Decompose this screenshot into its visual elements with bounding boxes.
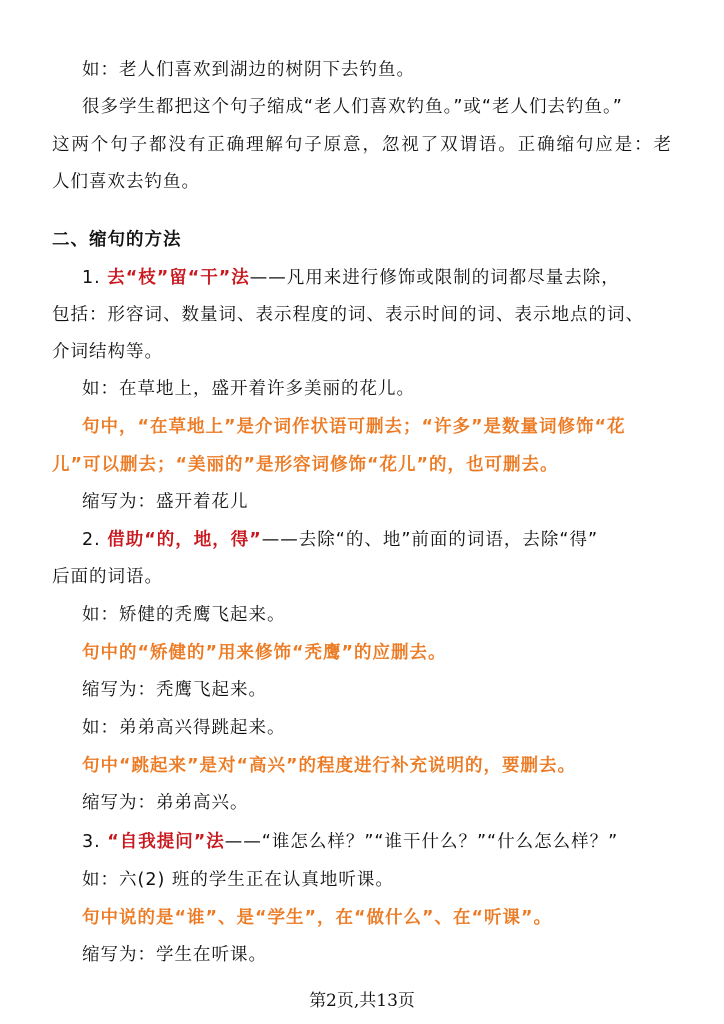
method-description: ——“谁怎么样？”“谁干什么？”“什么怎么样？” [224,832,619,852]
method-2-example [82,603,286,627]
method-2-example [82,716,286,740]
method-2-explanation [82,641,447,665]
explanation-text: 句中的“矫健的”用来修饰“秃鹰”的应删去。 [82,643,447,663]
method-1-explanation [82,415,626,439]
text-line: 后面的词语。 [52,567,163,587]
paragraph-line [52,133,672,157]
method-description: ——凡用来进行修饰或限制的词都尽量去除， [249,268,620,288]
method-1-example [82,377,415,401]
text-line: 如：老人们喜欢到湖边的树阴下去钓鱼。 [82,60,415,80]
method-2-explanation [82,754,576,778]
example-sentence: 如：弟弟高兴得跳起来。 [82,718,286,738]
result-text: 缩写为：秃鹰飞起来。 [82,680,267,700]
text-line: 人们喜欢去钓鱼。 [52,172,200,192]
paragraph-line [82,95,623,119]
method-2-line [52,565,163,589]
paragraph-line [52,170,200,194]
result-text: 缩写为：盛开着花儿 [82,492,249,512]
page-number-footer [0,990,724,1012]
result-text: 缩写为：学生在听课。 [82,945,267,965]
method-3-heading [82,830,618,854]
example-sentence: 如：在草地上，盛开着许多美丽的花儿。 [82,379,415,399]
example-sentence: 如：六(2) 班的学生正在认真地听课。 [82,870,394,890]
method-number: 2. [82,530,108,550]
text-line: 这两个句子都没有正确理解句子原意，忽视了双谓语。正确缩句应是：老 [52,135,672,155]
method-title: 借助“的，地，得” [107,530,262,550]
method-1-line [52,340,163,364]
text-line: 包括：形容词、数量词、表示程度的词、表示时间的词、表示地点的词、 [52,305,644,325]
example-sentence [82,58,415,82]
explanation-text: 句中说的是“谁”、是“学生”，在“做什么”、在“听课”。 [82,908,553,928]
text-line: 介词结构等。 [52,342,163,362]
method-2-heading [82,528,598,552]
method-number: 1. [82,268,108,288]
result-text: 缩写为：弟弟高兴。 [82,793,249,813]
method-3-explanation [82,906,552,930]
method-1-line [52,303,644,327]
section-heading [52,228,182,252]
explanation-text: 句中“跳起来”是对“高兴”的程度进行补充说明的，要删去。 [82,756,577,776]
method-2-result [82,791,249,815]
method-1-explanation [52,453,559,477]
explanation-text: 句中，“在草地上”是介词作状语可删去；“许多”是数量词修饰“花 [82,417,626,437]
method-1-heading [82,266,620,290]
method-3-result [82,943,267,967]
method-title: “自我提问”法 [107,832,225,852]
method-title: 去“枝”留“干”法 [107,268,250,288]
method-2-result [82,678,267,702]
explanation-text: 儿”可以删去；“美丽的”是形容词修饰“花儿”的，也可删去。 [52,455,559,475]
section-title: 二、缩句的方法 [52,230,182,250]
example-sentence: 如：矫健的秃鹰飞起来。 [82,605,286,625]
text-line: 很多学生都把这个句子缩成“老人们喜欢钓鱼。”或“老人们去钓鱼。” [82,97,623,117]
method-1-result [82,490,249,514]
method-3-example [82,868,394,892]
page-number: 第2页,共13页 [309,991,415,1011]
method-number: 3. [82,832,108,852]
method-description: ——去除“的、地”前面的词语，去除“得” [261,530,599,550]
